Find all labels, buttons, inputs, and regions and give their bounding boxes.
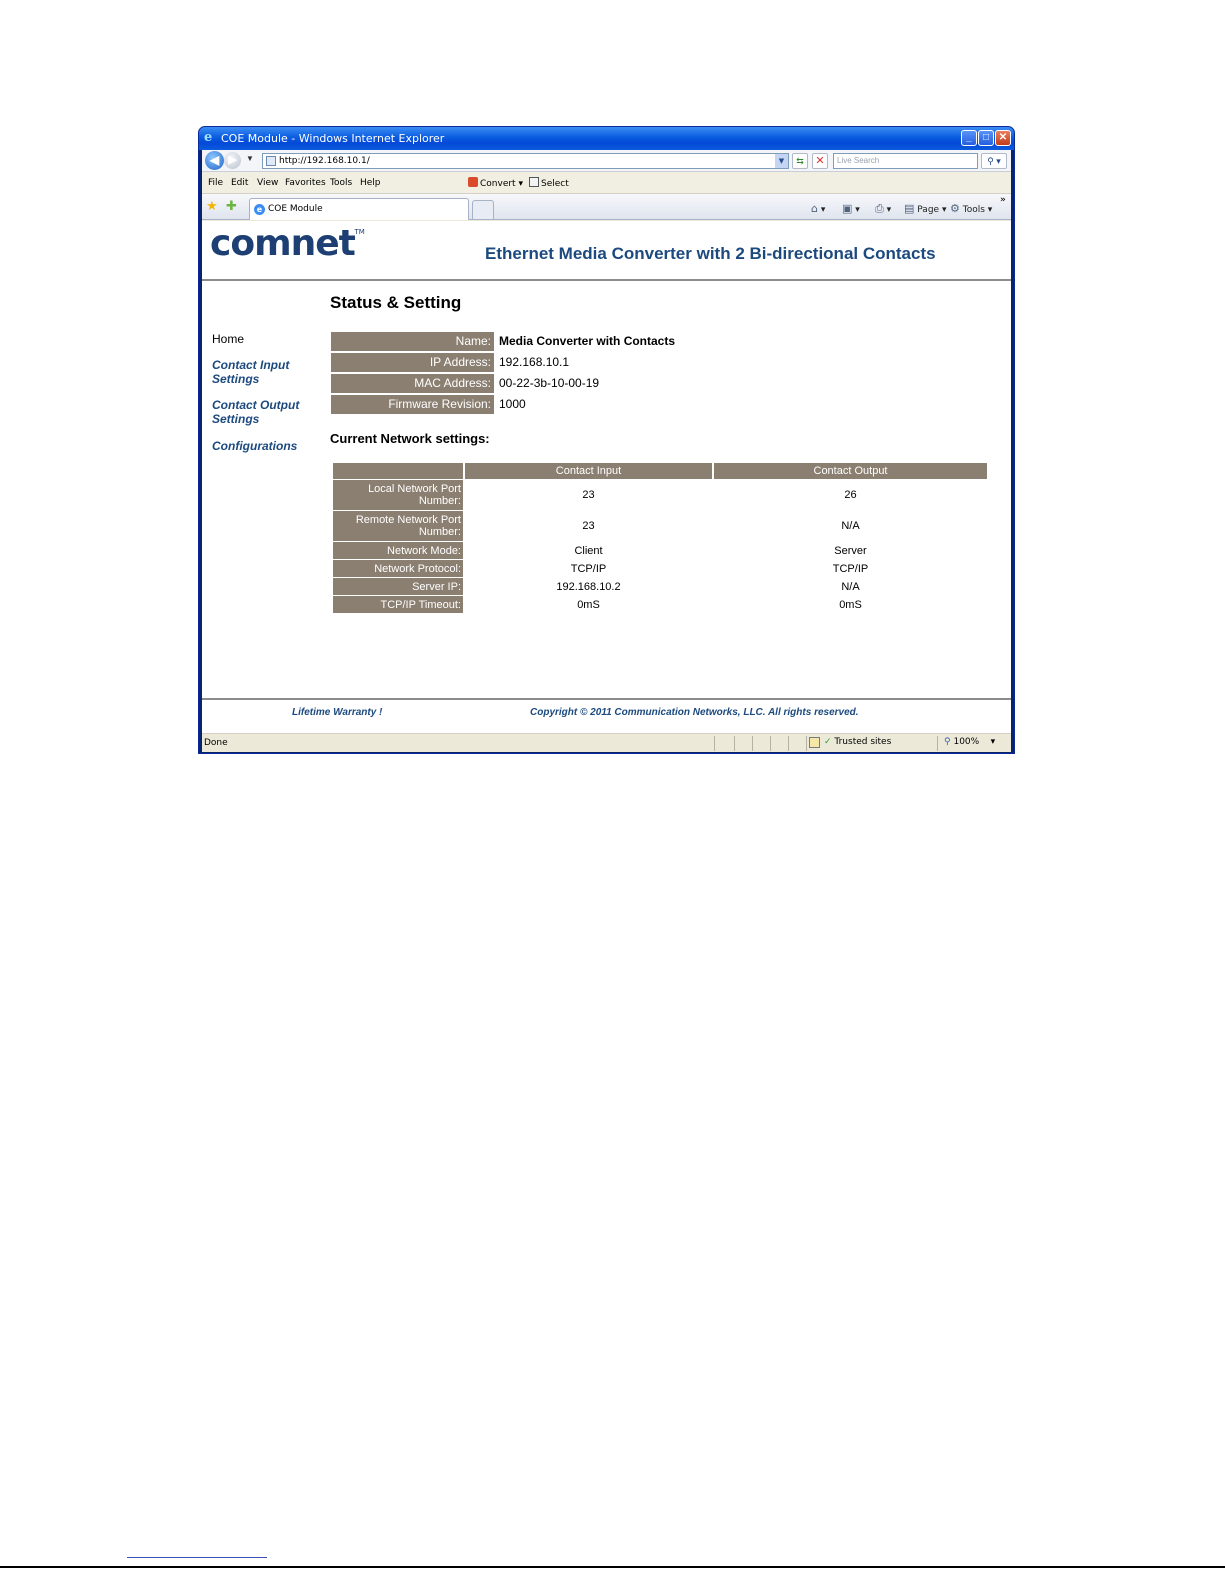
- menu-edit[interactable]: Edit: [231, 178, 249, 188]
- table-row: [333, 596, 987, 613]
- browser-window: [198, 126, 1015, 754]
- tab-bar: [202, 194, 1011, 220]
- address-dropdown-icon[interactable]: ▼: [775, 154, 788, 168]
- close-button[interactable]: ✕: [995, 130, 1011, 146]
- title-bar[interactable]: [199, 127, 1014, 150]
- page-title: Status & Setting: [330, 293, 462, 312]
- web-page: [202, 221, 1011, 733]
- forward-button[interactable]: ▶: [224, 152, 241, 169]
- header-divider: [202, 279, 1011, 281]
- minimize-button[interactable]: _: [961, 130, 977, 146]
- status-divider: [788, 736, 789, 751]
- maximize-button[interactable]: □: [978, 130, 994, 146]
- contact-input-value: 192.168.10.2: [556, 580, 621, 593]
- menu-view[interactable]: View: [257, 178, 279, 188]
- info-label: Firmware Revision:: [331, 395, 494, 414]
- print-button[interactable]: ⎙ ▾: [875, 202, 892, 215]
- row-label: TCP/IP Timeout:: [333, 596, 463, 613]
- table-header-row: [333, 463, 987, 479]
- info-value: Media Converter with Contacts: [499, 334, 676, 348]
- table-row: [333, 542, 987, 559]
- address-bar[interactable]: [262, 153, 789, 169]
- gear-icon: ⚙: [950, 202, 960, 215]
- contact-input-value: 0mS: [577, 598, 600, 611]
- stop-button[interactable]: ✕: [812, 153, 828, 169]
- document-footnote-rule: [127, 1557, 267, 1558]
- browser-frame: [202, 150, 1011, 750]
- table-row: [333, 560, 987, 577]
- zone-indicator[interactable]: ✓ Trusted sites: [824, 737, 892, 747]
- copyright-text: Copyright © 2011 Communication Networks, LLC. All rights reserved.: [530, 707, 859, 718]
- add-favorite-icon[interactable]: ✚: [226, 199, 237, 214]
- status-bar: [202, 733, 1011, 752]
- info-label: Name:: [331, 332, 494, 351]
- contact-output-value: 26: [844, 489, 857, 501]
- tools-menu-button[interactable]: ⚙ Tools ▾: [950, 202, 993, 215]
- row-label: Local Network Port Number:: [333, 480, 463, 510]
- table-header: [333, 463, 463, 479]
- search-input[interactable]: Live Search: [833, 153, 978, 169]
- checkmark-icon: ✓: [824, 737, 832, 747]
- nav-home[interactable]: Home: [212, 332, 245, 346]
- home-icon: ⌂: [811, 202, 818, 215]
- printer-icon: ⎙: [875, 202, 884, 215]
- feed-icon: ▣: [842, 202, 853, 215]
- convert-button[interactable]: Convert ▾: [468, 177, 523, 189]
- info-value: 00-22-3b-10-00-19: [499, 376, 600, 390]
- back-button[interactable]: ◀: [205, 151, 224, 170]
- pdf-convert-icon: [468, 177, 478, 187]
- tab-coe-module[interactable]: [249, 198, 469, 220]
- contact-output-value: Server: [834, 544, 867, 557]
- status-divider: [770, 736, 771, 751]
- status-divider: [806, 736, 807, 751]
- contact-output-value: TCP/IP: [832, 562, 869, 575]
- menu-tools[interactable]: Tools: [330, 178, 353, 188]
- info-label: IP Address:: [331, 353, 494, 372]
- info-value: 192.168.10.1: [499, 355, 570, 369]
- new-tab-button[interactable]: [472, 200, 494, 219]
- banner-title: Ethernet Media Converter with 2 Bi-directional Contacts: [485, 244, 936, 263]
- history-dropdown-icon[interactable]: ▼: [246, 154, 254, 163]
- search-button[interactable]: ⚲ ▾: [981, 153, 1007, 169]
- zoom-icon: ⚲: [944, 737, 951, 747]
- menu-file[interactable]: File: [208, 178, 224, 188]
- contact-input-value: 23: [582, 520, 595, 532]
- page-icon: ▤: [904, 202, 915, 215]
- network-settings-title: Current Network settings:: [330, 431, 490, 446]
- contact-output-value: 0mS: [839, 598, 862, 611]
- menu-favorites[interactable]: Favorites: [285, 178, 326, 188]
- menu-bar: [202, 172, 1011, 194]
- window-title: COE Module - Windows Internet Explorer: [221, 132, 445, 145]
- comnet-logo: comnet TM: [210, 223, 365, 264]
- contact-output-value: N/A: [841, 580, 860, 593]
- row-label: Network Mode:: [333, 542, 463, 559]
- zoom-control[interactable]: ⚲ 100% ▾: [944, 737, 996, 747]
- status-text: Done: [204, 738, 228, 748]
- menu-help[interactable]: Help: [360, 178, 381, 188]
- contact-input-value: Client: [574, 544, 603, 557]
- info-label: MAC Address:: [331, 374, 494, 393]
- lifetime-warranty-link[interactable]: Lifetime Warranty !: [292, 707, 383, 718]
- address-text: http://192.168.10.1/: [279, 156, 370, 166]
- home-button[interactable]: ⌂ ▾: [811, 202, 826, 215]
- status-divider: [714, 736, 715, 751]
- tab-label: COE Module: [268, 204, 323, 214]
- table-header: Contact Input: [465, 463, 712, 479]
- footer-divider: [202, 698, 1011, 700]
- security-icon[interactable]: [809, 737, 820, 748]
- refresh-button[interactable]: ⇆: [792, 153, 808, 169]
- table-row: [333, 480, 987, 510]
- nav-contact-output-settings[interactable]: Contact Output Settings: [212, 398, 300, 426]
- feeds-button[interactable]: ▣ ▾: [842, 202, 860, 215]
- row-label: Server IP:: [333, 578, 463, 595]
- table-row: [333, 511, 987, 541]
- ie-logo-icon: e: [204, 130, 213, 145]
- contact-input-value: TCP/IP: [570, 562, 607, 575]
- status-divider: [734, 736, 735, 751]
- row-label: Network Protocol:: [333, 560, 463, 577]
- table-header: Contact Output: [714, 463, 987, 479]
- nav-configurations[interactable]: Configurations: [212, 439, 298, 453]
- select-button[interactable]: Select: [529, 177, 569, 189]
- tab-ie-icon: e: [254, 204, 265, 215]
- status-divider: [752, 736, 753, 751]
- contact-output-value: N/A: [841, 520, 860, 532]
- favorites-star-icon[interactable]: ★: [206, 199, 218, 214]
- page-menu-button[interactable]: ▤ Page ▾: [904, 202, 947, 215]
- chevron-more-icon[interactable]: »: [1000, 195, 1006, 205]
- row-label: Remote Network Port Number:: [333, 511, 463, 541]
- nav-contact-input-settings[interactable]: Contact Input Settings: [212, 358, 290, 386]
- page-icon: [266, 156, 276, 166]
- contact-input-value: 23: [582, 489, 595, 501]
- network-settings-table: [331, 462, 989, 614]
- info-value: 1000: [499, 397, 526, 411]
- table-row: [333, 578, 987, 595]
- document-footer-rule: [0, 1566, 1225, 1568]
- address-toolbar: [202, 150, 1011, 172]
- status-divider: [937, 736, 938, 751]
- select-icon: [529, 177, 539, 187]
